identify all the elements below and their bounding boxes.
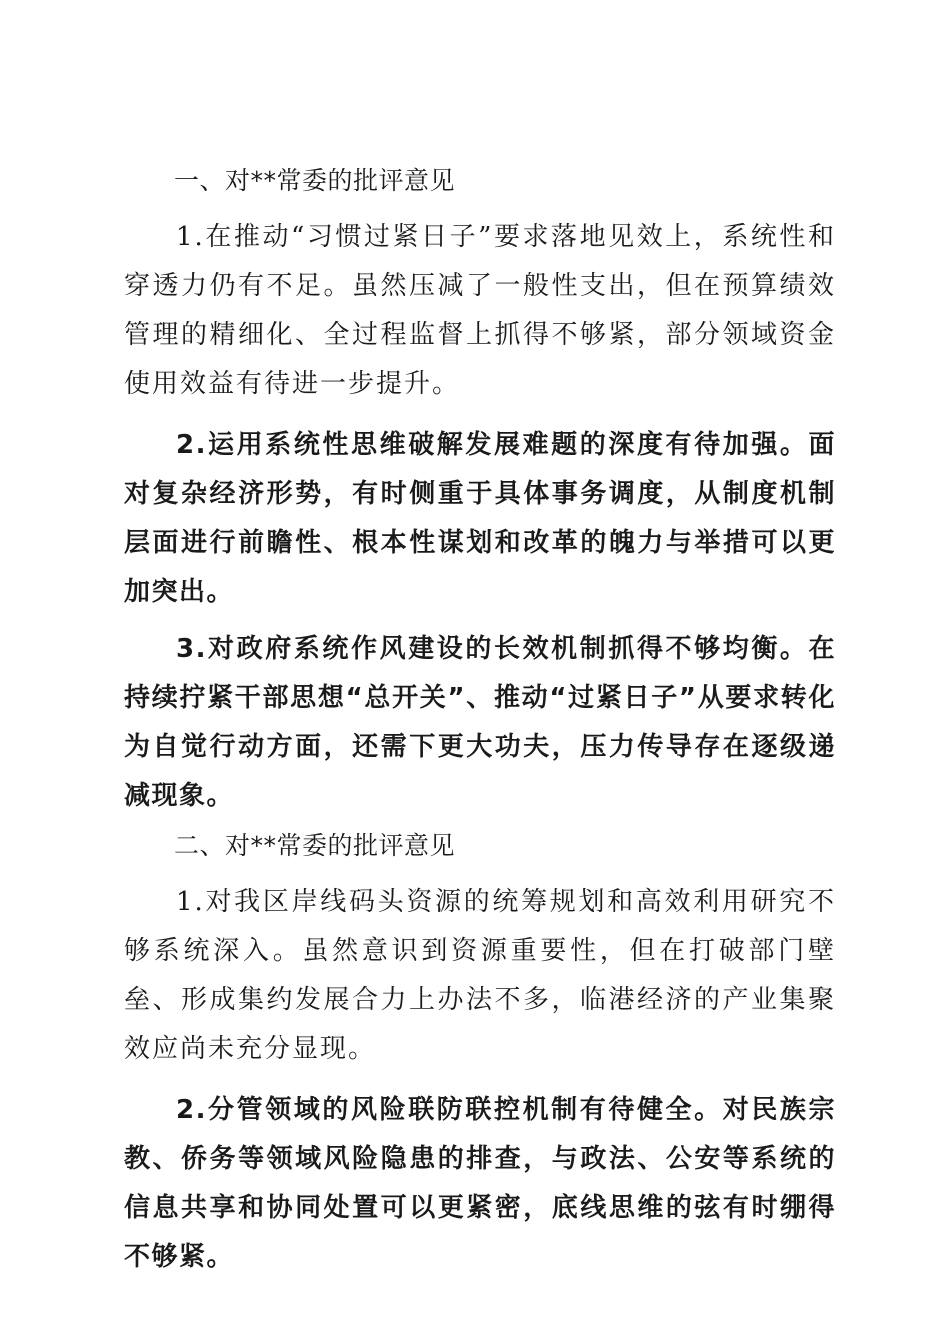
section-1-item-2: 2.运用系统性思维破解发展难题的深度有待加强。面对复杂经济形势，有时侧重于具体事务调度，从制度机制层面进行前瞻性、根本性谋划和改革的魄力与举措可以更加突出。 xyxy=(124,430,836,607)
section-2-item-2: 2.分管领域的风险联防联控机制有待健全。对民族宗教、侨务等领域风险隐患的排查，与政法、公安等系统的信息共享和协同处置可以更紧密，底线思维的弦有时绷得不够紧。 xyxy=(124,1095,836,1272)
section-1-item-1: 1.在推动“习惯过紧日子”要求落地见效上，系统性和穿透力仍有不足。虽然压减了一般性支出，但在预算绩效管理的精细化、全过程监督上抓得不够紧，部分领域资金使用效益有待进一步提升。 xyxy=(124,222,836,399)
section-heading-1: 一、对**常委的批评意见 xyxy=(174,166,456,195)
section-heading-2: 二、对**常委的批评意见 xyxy=(174,831,456,860)
section-1-item-3: 3.对政府系统作风建设的长效机制抓得不够均衡。在持续拧紧干部思想“总开关”、推动“过紧日子”从要求转化为自觉行动方面，还需下更大功夫，压力传导存在逐级递减现象。 xyxy=(124,634,836,811)
document-body xyxy=(124,156,836,1282)
section-2-item-1: 1.对我区岸线码头资源的统筹规划和高效利用研究不够系统深入。虽然意识到资源重要性，但在打破部门壁垒、形成集约发展合力上办法不多，临港经济的产业集聚效应尚未充分显现。 xyxy=(124,887,836,1064)
